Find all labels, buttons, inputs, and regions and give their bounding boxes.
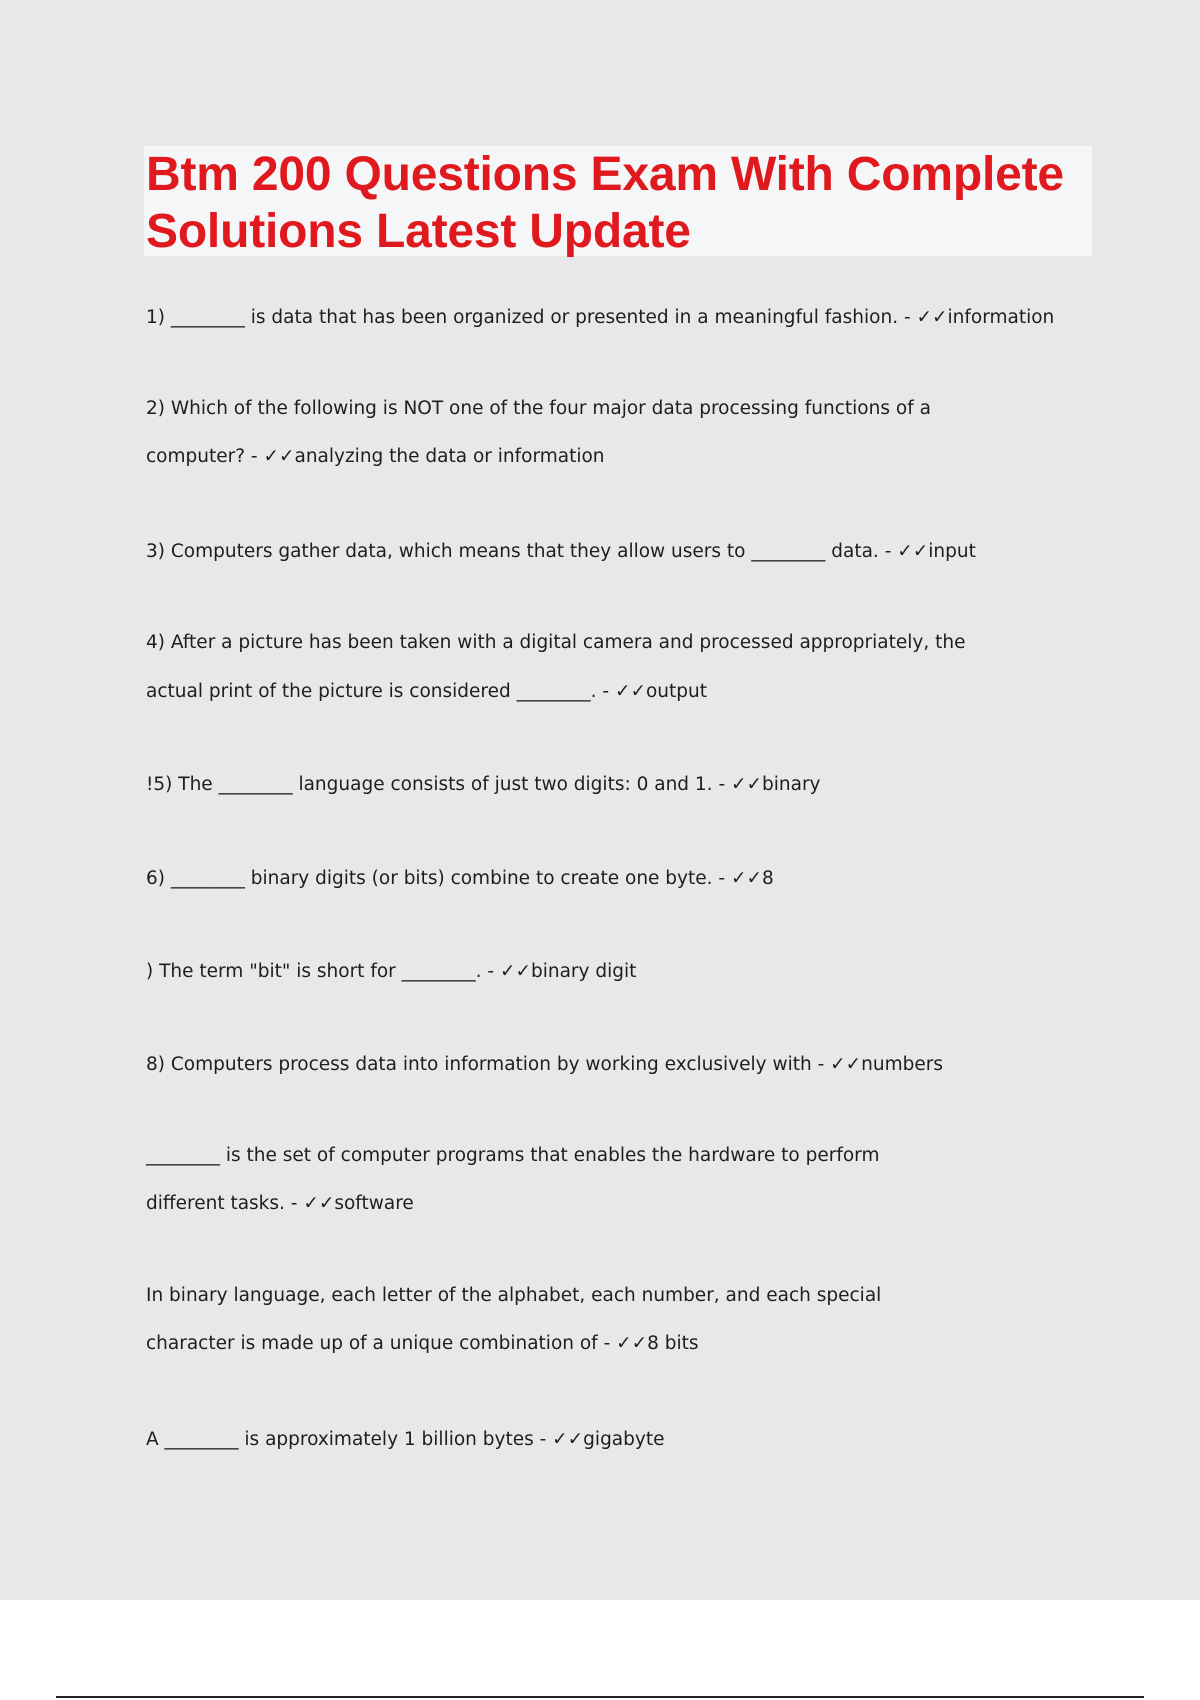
- question-10-line-2: character is made up of a unique combination of - ✓✓8 bits: [146, 1333, 699, 1354]
- question-1-line-1: 1) ________ is data that has been organized or presented in a meaningful fashion. - ✓✓information: [146, 307, 1055, 328]
- question-11-line-1: A ________ is approximately 1 billion bytes - ✓✓gigabyte: [146, 1429, 665, 1450]
- title-line-1: Btm 200 Questions Exam With Complete: [146, 148, 1064, 201]
- question-10-line-1: In binary language, each letter of the alphabet, each number, and each special: [146, 1285, 882, 1306]
- question-2-line-1: 2) Which of the following is NOT one of the four major data processing functions of a: [146, 398, 931, 419]
- question-3-line-1: 3) Computers gather data, which means that they allow users to ________ data. - ✓✓input: [146, 541, 976, 562]
- title-line-2: Solutions Latest Update: [146, 205, 691, 258]
- page-separator-line: [56, 1696, 1144, 1698]
- question-7-line-1: ) The term "bit" is short for ________. - ✓✓binary digit: [146, 961, 637, 982]
- question-9-line-2: different tasks. - ✓✓software: [146, 1193, 414, 1214]
- document-title: [146, 146, 1090, 260]
- question-5-line-1: !5) The ________ language consists of just two digits: 0 and 1. - ✓✓binary: [146, 774, 821, 795]
- question-4-line-2: actual print of the picture is considered ________. - ✓✓output: [146, 681, 707, 702]
- question-9-line-1: ________ is the set of computer programs that enables the hardware to perform: [146, 1145, 880, 1166]
- question-4-line-1: 4) After a picture has been taken with a digital camera and processed appropriately, the: [146, 632, 966, 653]
- question-6-line-1: 6) ________ binary digits (or bits) combine to create one byte. - ✓✓8: [146, 868, 774, 889]
- question-8-line-1: 8) Computers process data into information by working exclusively with - ✓✓numbers: [146, 1054, 943, 1075]
- question-2-line-2: computer? - ✓✓analyzing the data or information: [146, 446, 605, 467]
